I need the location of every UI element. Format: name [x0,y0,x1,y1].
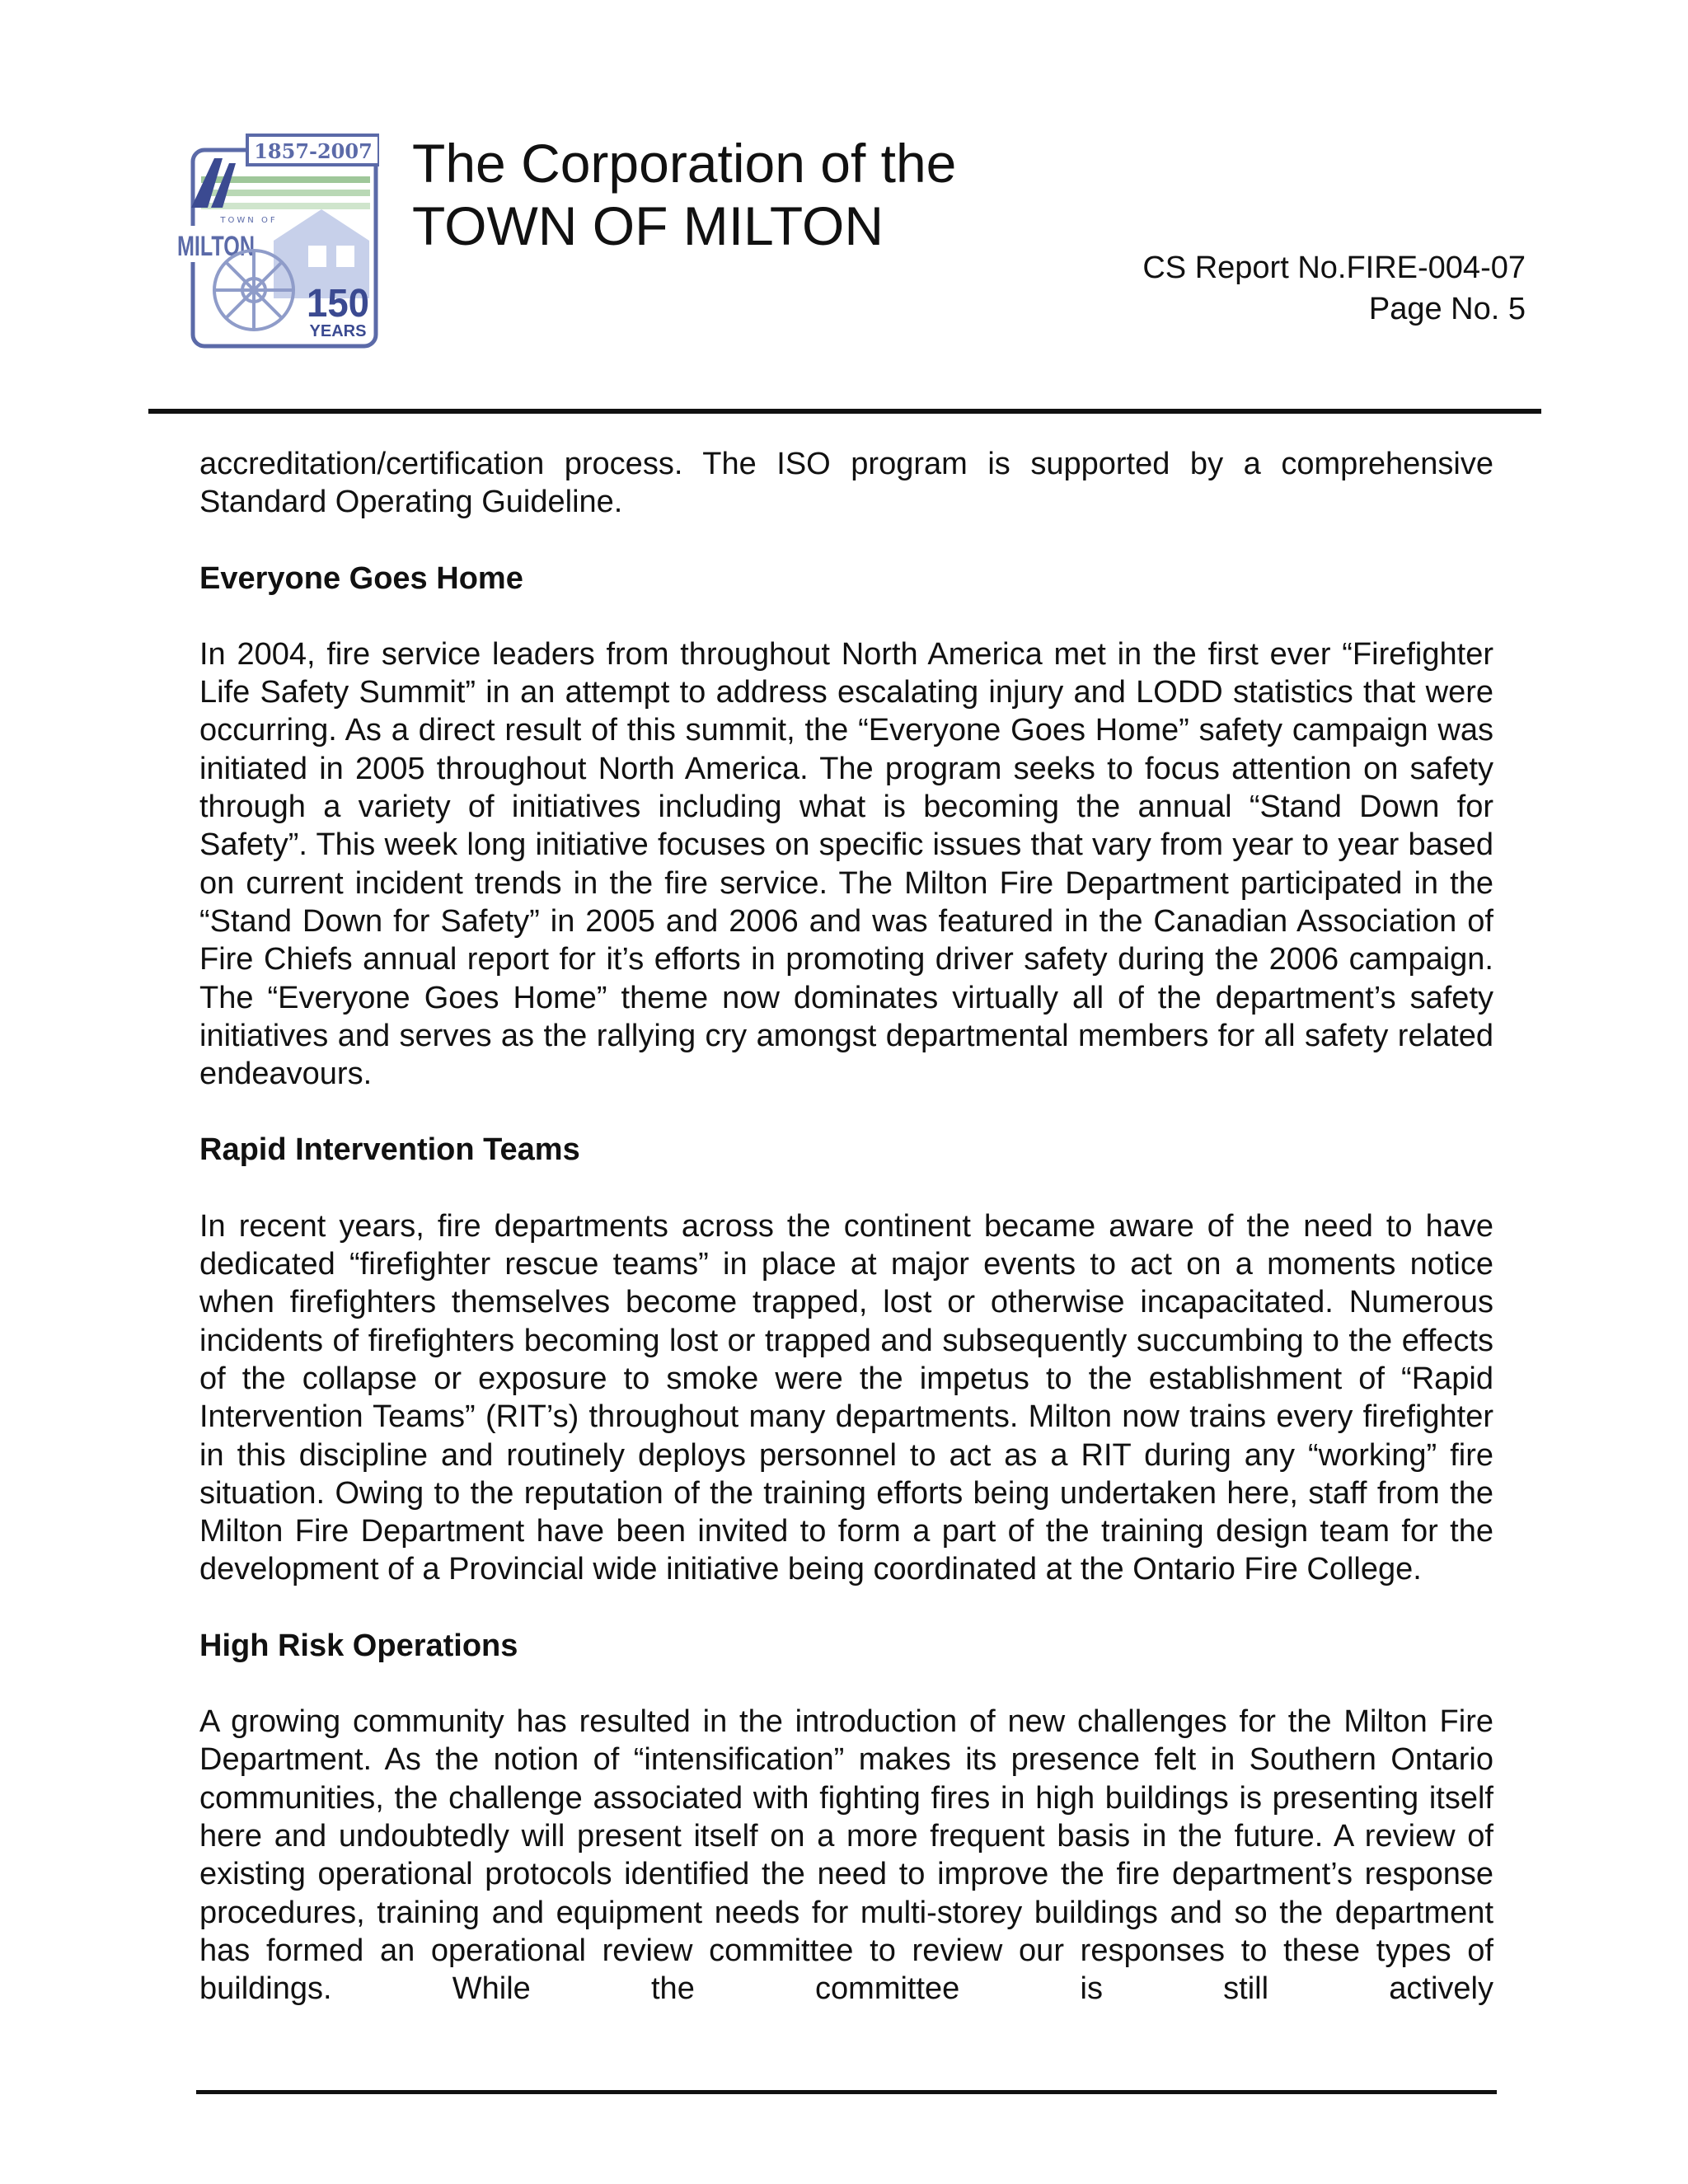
section-paragraph-rapid-intervention-teams: In recent years, fire departments across the continent became aware of the need to have dedicated “firefighter rescue teams” in place at major events to act on a moments notice when firefighters themselves become trapped, lost or otherwise incapacitated. Numerous incidents of firefighters becoming lost or trapped and subsequently succumbing to the effects of the collapse or exposure to smoke were the impetus to the establishment of “Rapid Intervention Teams” (RIT’s) throughout many departments. Milton now trains every firefighter in this discipline and routinely deploys personnel to act as a RIT during any “working” fire situation. Owing to the reputation of the training efforts being undertaken here, staff from the Milton Fire Department have been invited to form a part of the training design team for the development of a Provincial wide initiative being coordinated at the Ontario Fire College. [199,1208,1493,1587]
page-number: Page No. 5 [1368,292,1526,326]
logo-town: MILTON [177,231,255,262]
section-heading-rapid-intervention-teams: Rapid Intervention Teams [199,1132,580,1168]
logo-years: 1857-2007 [254,139,373,163]
water-wheel-icon [214,251,293,330]
logo-150: 150 [307,282,369,326]
report-body [199,445,1493,2008]
logo-town-small: TOWN OF [220,216,278,225]
footer-divider [196,2090,1497,2094]
logo-years-word: YEARS [309,322,367,340]
title-line-1: The Corporation of the [412,133,957,194]
corporation-title [412,132,956,257]
section-heading-everyone-goes-home: Everyone Goes Home [199,560,523,596]
report-number: CS Report No.FIRE-004-07 [1142,251,1526,285]
intro-paragraph: accreditation/certification process. The ISO program is supported by a comprehensive Standard Operating Guideline. [199,447,1493,520]
header-divider [148,409,1541,414]
section-paragraph-everyone-goes-home: In 2004, fire service leaders from throughout North America met in the first ever “Firefighter Life Safety Summit” in an attempt to address escalating injury and LODD statistics that were occurring. As a direct result of this summit, the “Everyone Goes Home” safety campaign was initiated in 2005 throughout North America. The program seeks to focus attention on safety through a variety of initiatives including what is becoming the annual “Stand Down for Safety”. This week long initiative focuses on specific issues that vary from year to year based on current incident trends in the fire service. The Milton Fire Department participated in the “Stand Down for Safety” in 2005 and 2006 and was featured in the Canadian Association of Fire Chiefs annual report for it’s efforts in promoting driver safety during the 2006 campaign. The “Everyone Goes Home” theme now dominates virtually all of the department’s safety initiatives and serves as the rallying cry amongst departmental members for all safety related endeavours. [199,636,1493,1092]
report-meta [1142,247,1526,330]
town-logo [175,134,379,349]
section-paragraph-high-risk-operations: A growing community has resulted in the introduction of new challenges for the Milton Fire Department. As the notion of “intensification” makes its presence felt in Southern Ontario communities, the challenge associated with fighting fires in high buildings is presenting itself here and undoubtedly will present itself on a more frequent basis in the future. A review of existing operational protocols identified the need to improve the fire department’s response procedures, training and equipment needs for multi-storey buildings and so the department has formed an operational review committee to review our responses to these types of buildings. While the committee is still actively [199,1704,1493,2007]
section-heading-high-risk-operations: High Risk Operations [199,1628,518,1663]
title-line-2: TOWN OF MILTON [412,195,884,256]
